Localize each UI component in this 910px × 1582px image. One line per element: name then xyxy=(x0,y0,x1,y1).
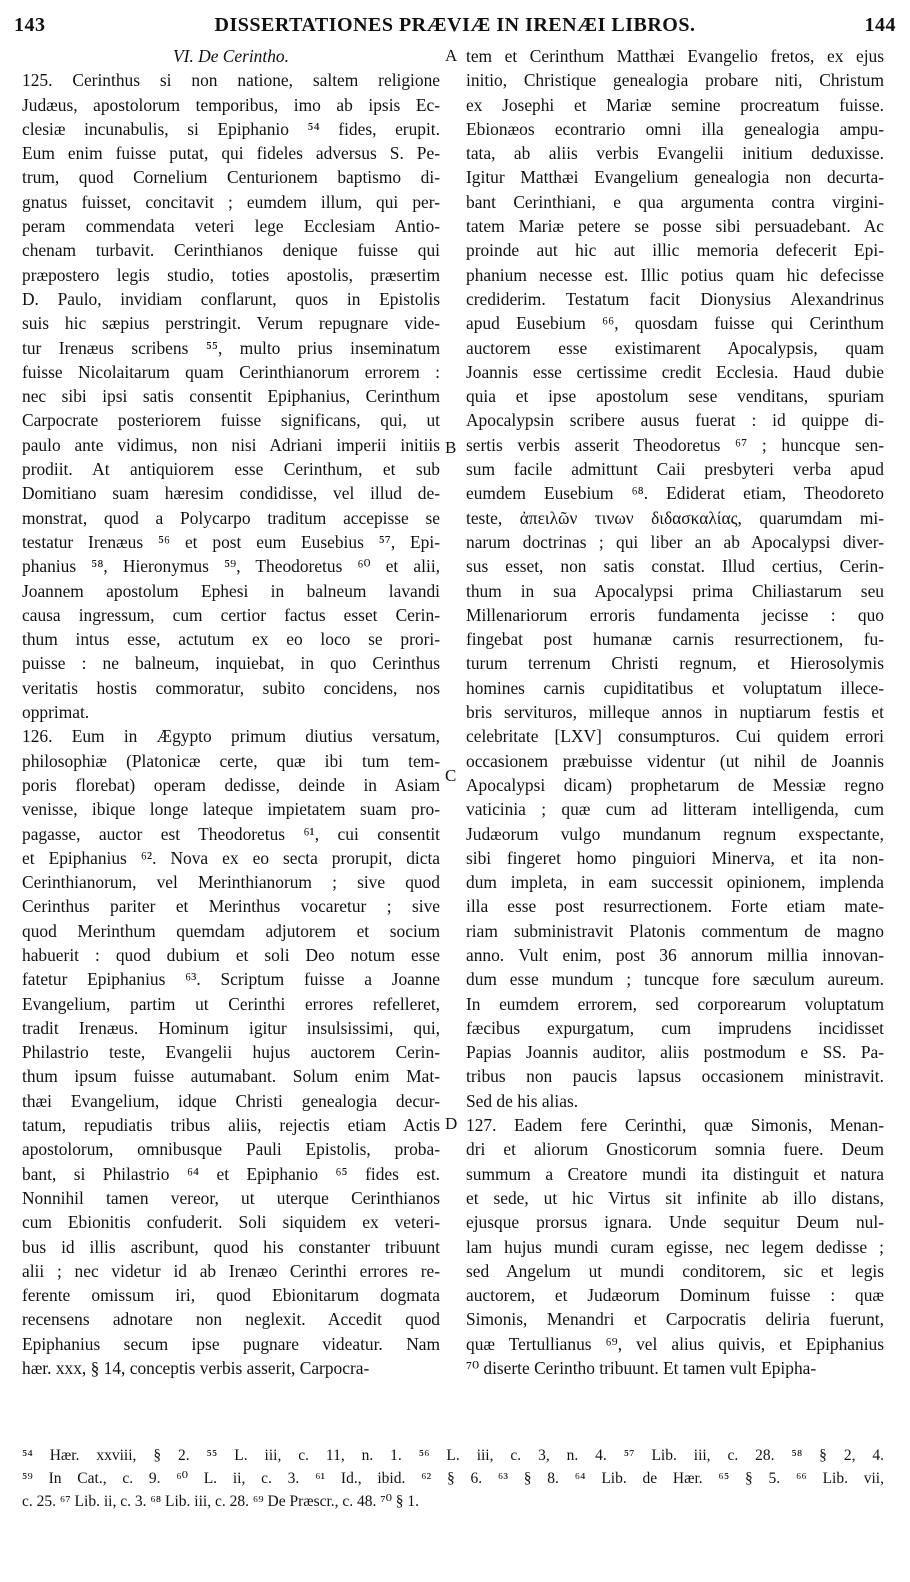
right-column-line: sibi fingeret homo pinguiori Minerva, et ita non- xyxy=(466,847,884,868)
right-column-line: Apocalypsi dicam) prophetarum de Messiæ regno xyxy=(466,774,884,795)
left-column-line: bant, si Philastrio ⁶⁴ et Epiphanio ⁶⁵ fides est. xyxy=(22,1163,440,1184)
footnote-line: c. 25. ⁶⁷ Lib. ii, c. 3. ⁶⁸ Lib. iii, c. 28. ⁶⁹ De Præscr., c. 48. ⁷⁰ § 1. xyxy=(22,1493,420,1510)
left-column-line: apostolorum, omnibusque Pauli Epistolis, proba- xyxy=(22,1139,440,1160)
left-column-line: causa ingressum, cum certior factus esset Cerin- xyxy=(22,604,440,625)
left-column-line: peram commendata veteri lege Ecclesiam Antio- xyxy=(22,216,440,237)
right-column-line: dum esse mundum ; tuncque fore sæculum aureum. xyxy=(466,969,884,990)
left-column-line: et Epiphanius ⁶². Nova ex eo secta prorupit, dicta xyxy=(22,847,440,868)
right-column-line: sus esset, non satis constat. Illud certius, Cerin- xyxy=(466,556,884,577)
left-column-line: alii ; nec videtur id ab Irenæo Cerinthi errores re- xyxy=(22,1260,440,1281)
left-column-line: Eum enim fuisse putat, qui fideles adversus S. Pe- xyxy=(22,143,440,164)
footnote-line: ⁵⁴ Hær. xxviii, § 2. ⁵⁵ L. iii, c. 11, n. 1. ⁵⁶ L. iii, c. 3, n. 4. ⁵⁷ Lib. iii, c. 28. ⁵⁸ § 2, 4. xyxy=(22,1447,884,1464)
footnotes xyxy=(22,1444,884,1513)
left-column-line: ferente omissum iri, quod Ebionitarum dogmata xyxy=(22,1285,440,1306)
right-column-line: Apocalypsin scribere ausus fuerat : id quippe di- xyxy=(466,410,884,431)
right-column-line: auctorem, et Judæorum Dominum fuisse : quæ xyxy=(466,1285,884,1306)
page-number-left: 143 xyxy=(14,14,46,36)
left-column xyxy=(22,44,440,1380)
right-column-line: quæ Tertullianus ⁶⁹, vel alius quivis, et Epiphanius xyxy=(466,1333,884,1354)
left-column-line: recensens adnotare non neglexit. Accedit quod xyxy=(22,1309,440,1330)
margin-marker-b: B xyxy=(445,438,457,457)
right-column-line: Millenariorum erroris fundamenta jecisse : quo xyxy=(466,604,884,625)
left-column-line: cum Ebionitis confuderit. Soli siquidem ex veteri- xyxy=(22,1212,440,1233)
left-column-line: Judæus, apostolorum temporibus, imo ab ipsis Ec- xyxy=(22,94,440,115)
right-column-line: sum facile admittunt Caii presbyteri verba apud xyxy=(466,459,884,480)
right-column-line: occasionem præbuisse videntur (ut nihil de Joannis xyxy=(466,750,884,771)
right-column-line: tribus non paucis lapsus occasionem ministravit. xyxy=(466,1066,884,1087)
left-column-line: Nonnihil tamen vereor, ut uterque Cerinthianos xyxy=(22,1187,440,1208)
right-column-line: celebritate [LXV] consumpturos. Cui quidem errori xyxy=(466,726,884,747)
right-column-line: Joannis esse certissime credit Ecclesia. Haud dubie xyxy=(466,361,884,382)
left-column-line: clesiæ incunabulis, si Epiphanio ⁵⁴ fides, erupit. xyxy=(22,118,440,139)
right-column xyxy=(466,44,884,1380)
right-column-line: Papias Joannis auditor, aliis postmodum e SS. Pa- xyxy=(466,1042,884,1063)
left-column-line: tur Irenæus scribens ⁵⁵, multo prius inseminatum xyxy=(22,337,440,358)
left-column-line: phanius ⁵⁸, Hieronymus ⁵⁹, Theodoretus ⁶⁰ et alii, xyxy=(22,556,440,577)
right-column-line: teste, ἀπειλῶν τινων διδασκαλίας, quarumdam mi- xyxy=(466,507,884,528)
right-column-line: Ebionæos econtrario omni illa genealogia ampu- xyxy=(466,118,884,139)
right-column-line: phanium necesse est. Illic potius quam hic defecisse xyxy=(466,264,884,285)
left-column-line: monstrat, quod a Polycarpo traditum accepisse se xyxy=(22,507,440,528)
left-column-line: præpostero legis studio, toties apostolis, præsertim xyxy=(22,264,440,285)
left-column-line: thum ipsum fuisse autumabant. Solum enim Mat- xyxy=(22,1066,440,1087)
right-column-line: sertis verbis asserit Theodoretus ⁶⁷ ; huncque sen- xyxy=(466,434,884,455)
right-column-line: Judæorum vulgo mundanum regnum exspectante, xyxy=(466,823,884,844)
left-column-line: veritatis hostis commoratur, subito concidens, nos xyxy=(22,677,440,698)
left-column-line: hær. xxx, § 14, conceptis verbis asserit, Carpocra- xyxy=(22,1358,370,1379)
left-column-line: thum intus esse, actutum ex eo loco se prori- xyxy=(22,629,440,650)
margin-marker-c: C xyxy=(445,766,457,785)
page-header xyxy=(14,12,896,46)
right-column-line: auctorem esse existimarent Apocalypsis, quam xyxy=(466,337,884,358)
left-column-line: Evangelium, partim ut Cerinthi errores refelleret, xyxy=(22,993,440,1014)
left-column-line: 125. Cerinthus si non natione, saltem religione xyxy=(22,70,440,91)
left-column-line: Joannem apostolum Ephesi in balneum lavandi xyxy=(22,580,440,601)
right-column-line: proinde aut hic aut illic memoria defecerit Epi- xyxy=(466,240,884,261)
left-column-line: thæi Evangelium, idque Christi genealogia decur- xyxy=(22,1090,440,1111)
right-column-line: dri et aliorum Gnosticorum somnia fuere. Deum xyxy=(466,1139,884,1160)
right-column-line: crediderim. Testatum facit Dionysius Alexandrinus xyxy=(466,288,884,309)
left-column-line: venisse, ibique longe lateque impietatem suam pro- xyxy=(22,799,440,820)
right-column-line: apud Eusebium ⁶⁶, quosdam fuisse qui Cerinthum xyxy=(466,313,884,334)
right-column-line: tata, ab aliis verbis Evangelii initium deduxisse. xyxy=(466,143,884,164)
right-column-line: anno. Vult enim, post 36 annorum millia innovan- xyxy=(466,944,884,965)
right-column-line: riam subministravit Platonis commentum de magno xyxy=(466,920,884,941)
left-column-line: nec sibi ipsi satis consentit Epiphanius, Cerinthum xyxy=(22,386,440,407)
left-column-line: suis hic sæpius perstringit. Verum repugnare vide- xyxy=(22,313,440,334)
left-column-line: pagasse, auctor est Theodoretus ⁶¹, cui consentit xyxy=(22,823,440,844)
right-column-line: initio, Christique genealogia probare niti, Christum xyxy=(466,70,884,91)
left-column-line: tatum, repudiatis tribus aliis, rejectis etiam Actis xyxy=(22,1115,440,1136)
left-column-line: opprimat. xyxy=(22,702,90,723)
left-column-line: Epiphanius secum ipse pugnare videatur. Nam xyxy=(22,1333,440,1354)
left-column-line: Carpocrate posteriorem fuisse significans, qui, ut xyxy=(22,410,440,431)
right-column-line: et sede, ut hic Virtus sit infinite ab illo distans, xyxy=(466,1187,884,1208)
left-column-line: testatur Irenæus ⁵⁶ et post eum Eusebius ⁵⁷, Epi- xyxy=(22,531,440,552)
right-column-line: thum in sua Apocalypsi prima Chiliastarum seu xyxy=(466,580,884,601)
right-column-line: vaticinia ; quæ cum ad litteram intelligenda, cum xyxy=(466,799,884,820)
left-column-line: gnatus fuisset, concitavit ; eumdem illum, qui per- xyxy=(22,191,440,212)
right-column-line: fæcibus expurgatum, cum imprudens incidisset xyxy=(466,1017,884,1038)
right-column-line: Simonis, Menandri et Carpocratis deliria fuerunt, xyxy=(466,1309,884,1330)
left-column-line: poris florebat) operam dedisse, deinde in Asiam xyxy=(22,774,440,795)
right-column-line: ⁷⁰ diserte Cerintho tribuunt. Et tamen vult Epipha- xyxy=(466,1358,817,1379)
right-column-line: summum a Creatore mundi ita distinguit et natura xyxy=(466,1163,884,1184)
right-column-line: bris servituros, milleque annos in nuptiarum festis et xyxy=(466,702,884,723)
left-column-line: philosophiæ (Platonicæ certe, quæ ibi tum tem- xyxy=(22,750,440,771)
right-column-line: eumdem Eusebium ⁶⁸. Ediderat etiam, Theodoreto xyxy=(466,483,884,504)
right-column-line: bant Cerinthiani, e qua argumenta contra virgini- xyxy=(466,191,884,212)
right-column-line: narum doctrinas ; qui liber an ab Apocalypsi diver- xyxy=(466,531,884,552)
right-column-line: Igitur Matthæi Evangelium genealogia non decurta- xyxy=(466,167,884,188)
left-column-line: fatetur Epiphanius ⁶³. Scriptum fuisse a Joanne xyxy=(22,969,440,990)
left-column-line: 126. Eum in Ægypto primum diutius versatum, xyxy=(22,726,440,747)
margin-marker-d: D xyxy=(445,1114,458,1133)
right-column-line: ejusque prorsus ignara. Unde sequitur Deum nul- xyxy=(466,1212,884,1233)
right-column-line: homines carnis cupiditatibus et voluptatum illece- xyxy=(466,677,884,698)
right-column-line: illa esse post resurrectionem. Forte etiam mate- xyxy=(466,896,884,917)
right-column-line: fingebat post humanæ carnis resurrectionem, fu- xyxy=(466,629,884,650)
left-column-line: habuerit : quod dubium et soli Deo notum esse xyxy=(22,944,440,965)
left-column-line: Domitiano suam hæresim condidisse, vel illud de- xyxy=(22,483,440,504)
left-column-line: quod Merinthum quemdam adjutorem et socium xyxy=(22,920,440,941)
left-column-line: chenam turbavit. Cerinthianos denique fuisse qui xyxy=(22,240,440,261)
left-column-line: bus id illis ascribunt, quod his constanter tribuunt xyxy=(22,1236,440,1257)
left-column-line: VI. De Cerintho. xyxy=(173,46,289,66)
left-column-line: tradit Irenæus. Hominum igitur insulsissimi, qui, xyxy=(22,1017,440,1038)
right-column-line: sed Angelum ut mundi conditorem, sic et legis xyxy=(466,1260,884,1281)
left-column-line: Philastrio teste, Evangelii hujus auctorem Cerin- xyxy=(22,1042,440,1063)
right-column-line: dum impleta, in eam successit opinionem, implenda xyxy=(466,872,884,893)
left-column-line: paulo ante vidimus, non nisi Adriani imperii initiis xyxy=(22,434,440,455)
page-number-right: 144 xyxy=(864,14,896,36)
left-column-line: prodiit. At antiquiorem esse Cerinthum, et sub xyxy=(22,459,440,480)
right-column-line: 127. Eadem fere Cerinthi, quæ Simonis, Menan- xyxy=(466,1115,884,1136)
left-column-line: D. Paulo, invidiam conflarunt, quos in Epistolis xyxy=(22,288,440,309)
left-column-line: fuisse Nicolaitarum quam Cerinthianorum errorem : xyxy=(22,361,440,382)
right-column-line: tatem Mariæ petere se posse sibi persuadebant. Ac xyxy=(466,216,884,237)
right-column-line: tem et Cerinthum Matthæi Evangelio fretos, ex ejus xyxy=(466,46,884,66)
right-column-line: lam hujus mundi curam egisse, nec legem dedisse ; xyxy=(466,1236,884,1257)
left-column-line: Cerinthianorum, vel Merinthianorum ; sive quod xyxy=(22,872,440,893)
right-column-line: ex Josephi et Mariæ semine procreatum fuisse. xyxy=(466,94,884,115)
footnote-line: ⁵⁹ In Cat., c. 9. ⁶⁰ L. ii, c. 3. ⁶¹ Id., ibid. ⁶² § 6. ⁶³ § 8. ⁶⁴ Lib. de Hær. ⁶⁵ § 5. ⁶⁶ Lib. vii, xyxy=(22,1470,884,1487)
left-column-line: puisse : ne balneum, inquiebat, in quo Cerinthus xyxy=(22,653,440,674)
margin-marker-a: A xyxy=(445,46,458,65)
left-column-line: Cerinthus pariter et Merinthus vocaretur ; sive xyxy=(22,896,440,917)
running-title: DISSERTATIONES PRÆVIÆ IN IRENÆI LIBROS. xyxy=(214,14,696,36)
right-column-line: In eumdem errorem, sed corporearum voluptatum xyxy=(466,993,884,1014)
right-column-line: quia et ipse apostolum sese venditans, spuriam xyxy=(466,386,884,407)
left-column-line: trum, quod Cornelium Centurionem baptismo di- xyxy=(22,167,440,188)
right-column-line: Sed de his alias. xyxy=(466,1090,579,1111)
right-column-line: turum terrenum Christi regnum, et Hierosolymis xyxy=(466,653,884,674)
